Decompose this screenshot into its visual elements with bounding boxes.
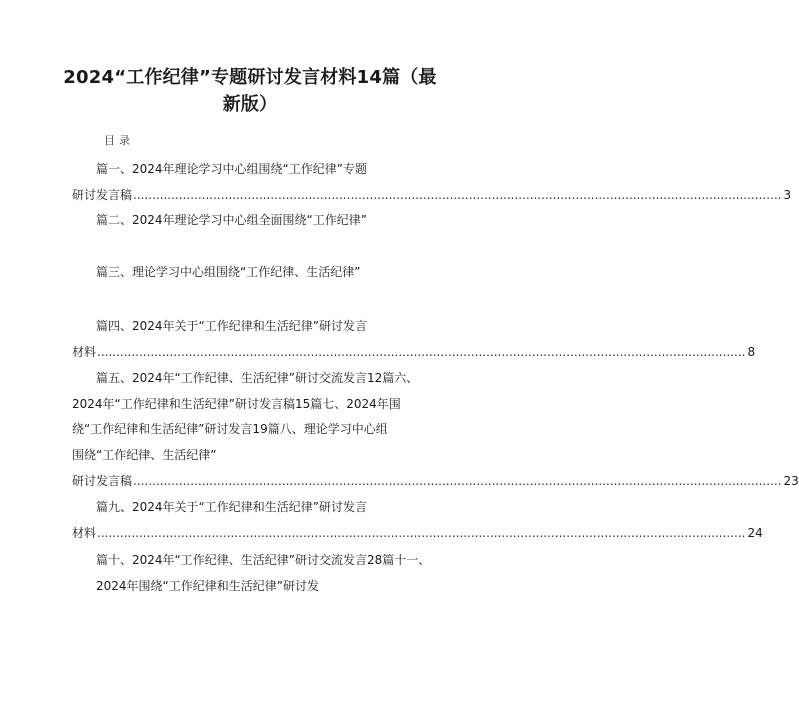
dot-leader: ..........................................................................................................................................................................: [133, 474, 782, 488]
toc-entry-9-text: 材料: [72, 526, 97, 540]
toc-entry-3[interactable]: 篇三、理论学习中心组围绕“工作纪律、生活纪律”: [96, 265, 361, 279]
toc-entry-10-line-2[interactable]: 2024年围绕“工作纪律和生活纪律”研讨发: [96, 579, 319, 593]
toc-entry-1-text: 研讨发言稿: [72, 188, 133, 202]
toc-entry-5-line-5[interactable]: [72, 472, 799, 490]
dot-leader: ..........................................................................................................................................................................: [133, 188, 782, 202]
toc-entry-1-line-1[interactable]: 篇一、2024年理论学习中心组围绕“工作纪律”专题: [96, 162, 367, 176]
toc-entry-5-text: 研讨发言稿: [72, 474, 133, 488]
toc-entry-9-line-2[interactable]: [72, 524, 763, 542]
toc-entry-1-page: 3: [783, 188, 792, 202]
document-title: [60, 64, 440, 118]
toc-entry-1-line-2[interactable]: [72, 186, 792, 204]
title-line-2: 新版）: [222, 94, 278, 115]
toc-entry-4-line-2[interactable]: [72, 343, 756, 361]
toc-entry-5-page: 23: [783, 474, 799, 488]
toc-entry-5-line-4[interactable]: 围绕“工作纪律、生活纪律”: [72, 448, 217, 462]
title-line-1: 2024“工作纪律”专题研讨发言材料14篇（最: [63, 67, 437, 88]
toc-heading: 目录: [104, 134, 134, 147]
toc-entry-5-line-2[interactable]: 2024年“工作纪律和生活纪律”研讨发言稿15篇七、2024年围: [72, 397, 401, 411]
toc-entry-2[interactable]: 篇二、2024年理论学习中心组全面围绕“工作纪律”: [96, 213, 367, 227]
toc-entry-4-line-1[interactable]: 篇四、2024年关于“工作纪律和生活纪律”研讨发言: [96, 319, 367, 333]
toc-entry-10-line-1[interactable]: 篇十、2024年“工作纪律、生活纪律”研讨交流发言28篇十一、: [96, 553, 431, 567]
toc-entry-9-line-1[interactable]: 篇九、2024年关于“工作纪律和生活纪律”研讨发言: [96, 500, 367, 514]
toc-entry-5-line-1[interactable]: 篇五、2024年“工作纪律、生活纪律”研讨交流发言12篇六、: [96, 371, 419, 385]
toc-entry-9-page: 24: [747, 526, 763, 540]
toc-entry-4-text: 材料: [72, 345, 97, 359]
dot-leader: ..........................................................................................................................................................................: [97, 526, 746, 540]
toc-entry-5-line-3[interactable]: 绕“工作纪律和生活纪律”研讨发言19篇八、理论学习中心组: [72, 422, 388, 436]
dot-leader: ..........................................................................................................................................................................: [97, 345, 746, 359]
toc-entry-4-page: 8: [747, 345, 756, 359]
